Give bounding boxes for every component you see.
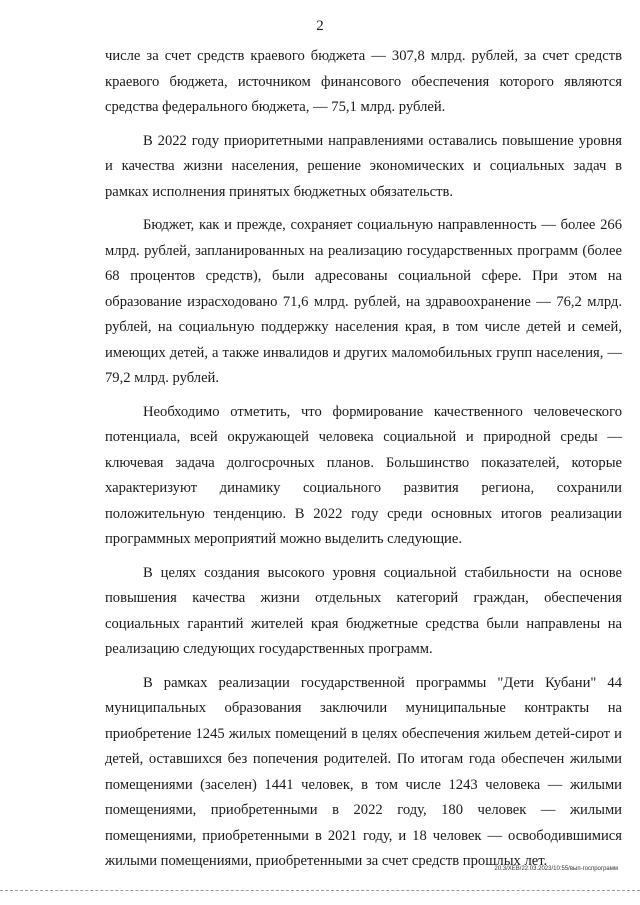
page-divider-line: [0, 890, 640, 891]
paragraph-4: Необходимо отметить, что формирование качественного человеческого потенциала, всей окружающей человека социальной и природной среды — ключевая задача долгосрочных планов. Большинство показателей, которые характеризуют динамику социального развития региона, сохранили положительную тенденцию. В 2022 году среди основных итогов реализации программных мероприятий можно выделить следующие.: [105, 403, 622, 547]
document-body: [105, 44, 622, 883]
paragraph-5: В целях создания высокого уровня социальной стабильности на основе повышения качества жизни отдельных категорий граждан, обеспечения социальных гарантий жителей края бюджетные средства были направлены на реализацию следующих государственных программ.: [105, 564, 622, 657]
paragraph-3: Бюджет, как и прежде, сохраняет социальную направленность — более 266 млрд. рублей, запланированных на реализацию государственных программ (более 68 процентов средств), были адресованы социальной сфере. При этом на образование израсходовано 71,6 млрд. рублей, на здравоохранение — 76,2 млрд. рублей, на социальную поддержку населения края, в том числе детей и семей, имеющих детей, а также инвалидов и других маломобильных групп населения, — 79,2 млрд. рублей.: [105, 217, 622, 386]
page-number: 2: [316, 18, 324, 34]
paragraph-1: числе за счет средств краевого бюджета — 307,8 млрд. рублей, за счет средств краевого бюджета, источником финансового обеспечения которого являются средства федерального бюджета, — 75,1 млрд. рублей.: [105, 48, 622, 115]
paragraph-6: В рамках реализации государственной программы "Дети Кубани" 44 муниципальных образования заключили муниципальные контракты на приобретение 1245 жилых помещений в целях обеспечения жильем детей-сирот и детей, оставшихся без попечения родителей. По итогам года обеспечен жилыми помещениями (заселен) 1441 человек, в том числе 1243 человека — жилыми помещениями, приобретенными в 2022 году, 180 человек — жилыми помещениями, приобретенными в 2021 году, и 18 человек — освободившимися жилыми помещениями, приобретенными за счет средств прошлых лет.: [105, 674, 622, 869]
document-footer-code: 20.3/ХЕВ/22.03.2023/10:55/вып-госпрограмм: [494, 866, 618, 872]
paragraph-2: В 2022 году приоритетными направлениями оставались повышение уровня и качества жизни населения, решение экономических и социальных задач в рамках исполнения принятых бюджетных обязательств.: [105, 132, 622, 200]
